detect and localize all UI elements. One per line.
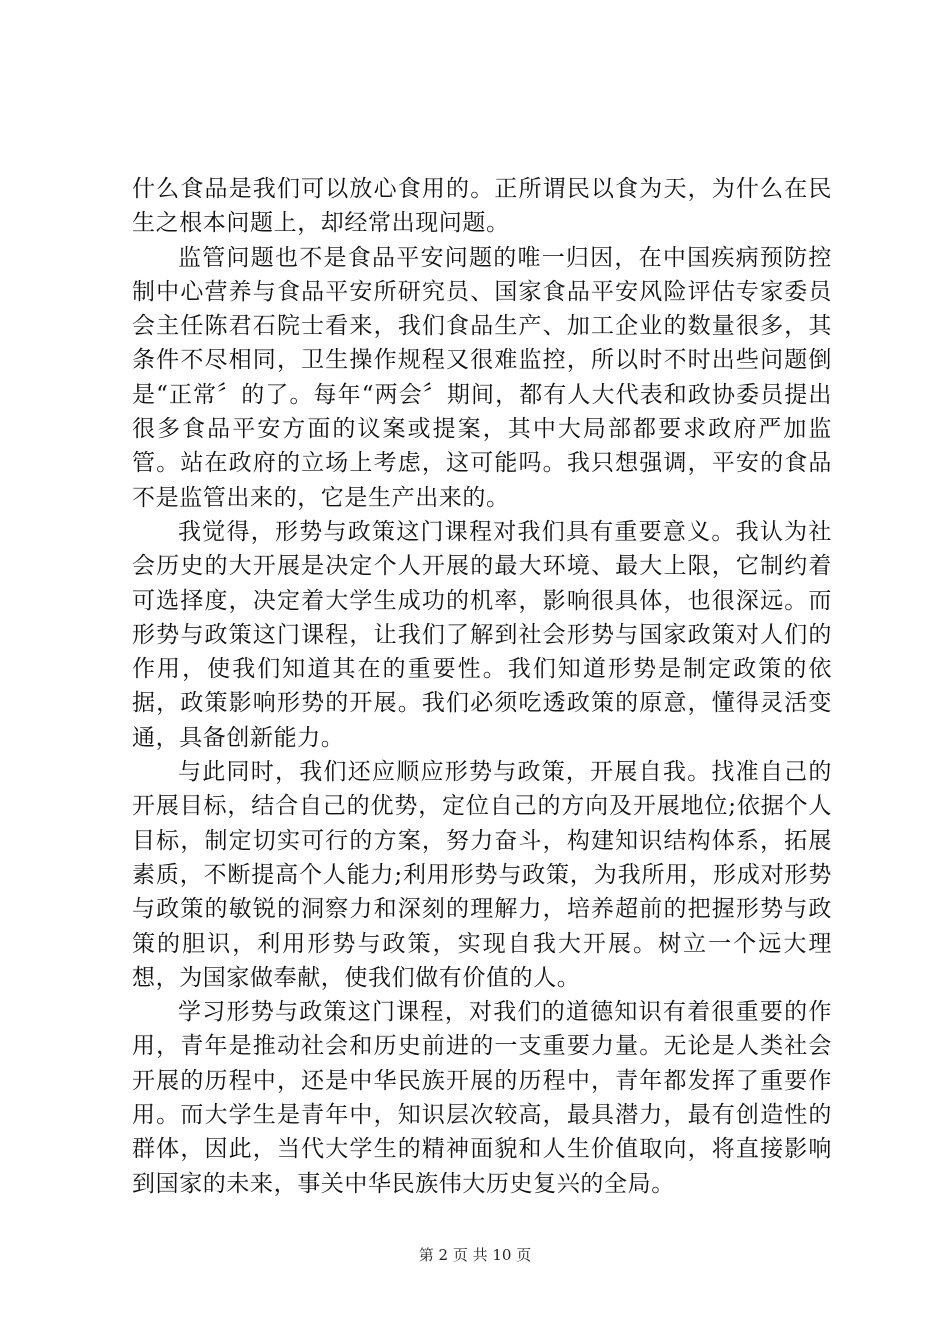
paragraph: 监管问题也不是食品平安问题的唯一归因，在中国疾病预防控制中心营养与食品平安所研究员、国家食品平安风险评估专家委员会主任陈君石院士看来，我们食品生产、加工企业的数量很多，其条件不尽相同，卫生操作规程又很难监控，所以时不时出些问题倒是“正常〞的了。每年“两会〞期间，都有人大代表和政协委员提出很多食品平安方面的议案或提案，其中大局部都要求政府严加监管。站在政府的立场上考虑，这可能吗。我只想强调，平安的食品不是监管出来的，它是生产出来的。 [132, 244, 832, 511]
paragraph-continued: 什么食品是我们可以放心食用的。正所谓民以食为天，为什么在民生之根本问题上，却经常出现问题。 [132, 176, 832, 237]
paragraph: 学习形势与政策这门课程，对我们的道德知识有着很重要的作用，青年是推动社会和历史前进的一支重要力量。无论是人类社会开展的历程中，还是中华民族开展的历程中，青年都发挥了重要作用。而大学生是青年中，知识层次较高，最具潜力，最有创造性的群体，因此，当代大学生的精神面貌和人生价值取向，将直接影响到国家的未来，事关中华民族伟大历史复兴的全局。 [132, 999, 832, 1197]
paragraph: 与此同时，我们还应顺应形势与政策，开展自我。找准自己的开展目标，结合自己的优势，定位自己的方向及开展地位;依据个人目标，制定切实可行的方案，努力奋斗，构建知识结构体系，拓展素质，不断提高个人能力;利用形势与政策，为我所用，形成对形势与政策的敏锐的洞察力和深刻的理解力，培养超前的把握形势与政策的胆识，利用形势与政策，实现自我大开展。树立一个远大理想，为国家做奉献，使我们做有价值的人。 [132, 759, 832, 991]
document-body [132, 172, 832, 1201]
paragraph: 我觉得，形势与政策这门课程对我们具有重要意义。我认为社会历史的大开展是决定个人开展的最大环境、最大上限，它制约着可选择度，决定着大学生成功的机率，影响很具体，也很深远。而形势与政策这门课程，让我们了解到社会形势与国家政策对人们的作用，使我们知道其在的重要性。我们知道形势是制定政策的依据，政策影响形势的开展。我们必须吃透政策的原意，懂得灵活变通，具备创新能力。 [132, 518, 832, 751]
page-number-footer: 第 2 页 共 10 页 [418, 1246, 532, 1264]
